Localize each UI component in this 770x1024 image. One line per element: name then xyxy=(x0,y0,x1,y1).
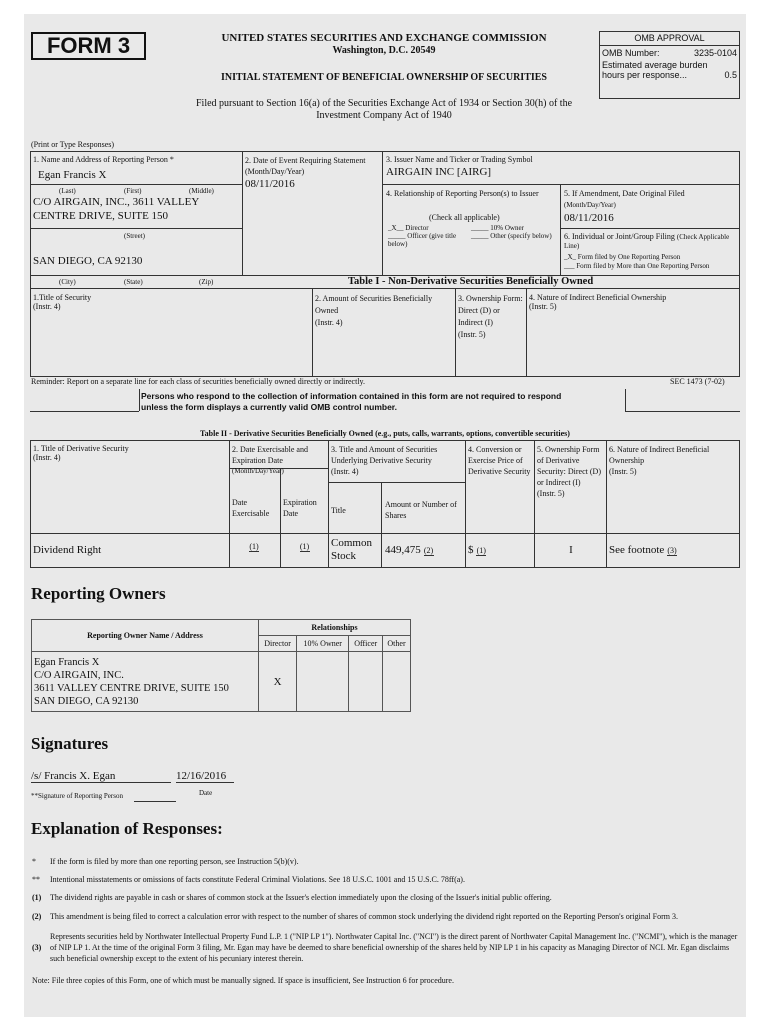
relationships-header: Relationships xyxy=(259,620,411,636)
signatures-heading: Signatures xyxy=(31,734,109,753)
t2-col3a-header: Title xyxy=(331,506,346,515)
zip-label: (Zip) xyxy=(199,278,214,286)
signer-name: /s/ Francis X. Egan xyxy=(31,770,171,783)
section4-label: 4. Relationship of Reporting Person(s) to Issuer xyxy=(386,189,539,198)
ten-pct-cell xyxy=(297,652,349,712)
event-date: 08/11/2016 xyxy=(245,178,295,190)
t2-col2-header: 2. Date Exercisable and Expiration Date (Month/Day/Year) xyxy=(232,445,308,475)
omb-number-label: OMB Number: xyxy=(602,48,660,58)
t2-col1-header: 1. Title of Derivative Security (Instr. 4) xyxy=(33,444,129,462)
address-line1: C/O AIRGAIN, INC., 3611 VALLEY xyxy=(33,196,200,208)
explanation-list xyxy=(32,857,742,985)
persons-notice-line2: unless the form displays a currently valid OMB control number. xyxy=(141,402,398,412)
sec-number: SEC 1473 (7-02) xyxy=(670,377,725,386)
t2-row-ownership: I xyxy=(569,544,573,556)
last-label: (Last) xyxy=(59,187,76,195)
t1-col1-header: 1.Title of Security (Instr. 4) xyxy=(33,293,92,311)
state-label: (State) xyxy=(124,278,143,286)
t2-row-nature: See footnote (3) xyxy=(609,544,677,556)
t2-col5-header: 5. Ownership Form of Derivative Security: Direct (D) or Indirect (I) (Instr. 5) xyxy=(537,445,601,498)
reminder-text: Reminder: Report on a separate line for each class of securities beneficially owned directly or indirectly. xyxy=(31,377,366,386)
section5-label: 5. If Amendment, Date Original Filed (Month/Day/Year) xyxy=(564,189,685,209)
other-header: Other xyxy=(383,636,411,652)
form-page xyxy=(24,14,746,1017)
ten-pct-header: 10% Owner xyxy=(297,636,349,652)
agency-title: UNITED STATES SECURITIES AND EXCHANGE COMMISSION xyxy=(221,32,547,44)
t1-col2-header: 2. Amount of Securities Beneficially Owned (Instr. 4) xyxy=(315,294,433,327)
t2-row-expiration: (1) xyxy=(299,542,310,551)
table1-title: Table I - Non-Derivative Securities Beneficially Owned xyxy=(348,276,594,287)
section2-label: 2. Date of Event Requiring Statement (Month/Day/Year) xyxy=(245,156,366,176)
list-item: (2) This amendment is being filed to correct a calculation error with respect to the number of shares of common stock underlying the dividend right reported on the Reporting Person's original Form 3. xyxy=(32,912,678,921)
t1-col3-header: 3. Ownership Form: Direct (D) or Indirect (I) (Instr. 5) xyxy=(458,294,523,339)
t2-col2a-header: Date Exercisable xyxy=(232,498,270,518)
filing-option-one: _X_ Form filed by One Reporting Person xyxy=(564,253,681,261)
t2-row-price: $ (1) xyxy=(468,544,486,556)
list-item: * If the form is filed by more than one reporting person, see Instruction 5(b)(v). xyxy=(32,857,299,866)
reporting-owners-heading: Reporting Owners xyxy=(31,584,166,603)
omb-title: OMB APPROVAL xyxy=(600,32,739,46)
t2-col2b-header: Expiration Date xyxy=(283,498,317,518)
section3-label: 3. Issuer Name and Ticker or Trading Symbol xyxy=(386,155,533,164)
date-label: Date xyxy=(199,789,213,797)
t2-row-amount: 449,475 (2) xyxy=(385,544,434,556)
form-title: INITIAL STATEMENT OF BENEFICIAL OWNERSHIP OF SECURITIES xyxy=(220,72,547,83)
issuer-name: AIRGAIN INC [AIRG] xyxy=(386,166,492,178)
middle-label: (Middle) xyxy=(189,187,214,195)
city-label: (City) xyxy=(59,278,76,286)
filed-pursuant-line2: Investment Company Act of 1940 xyxy=(316,110,452,121)
list-item: (3) Represents securities held by Northwater Intellectual Property Fund L.P. 1 ("NIP LP 1"). Northwater Capital Inc. ("NCI") is the direct parent of Northwater Capital Management Inc. ("NCMI"), which is the manager of NIP LP 1. At the time of the original Form 3 filing, Mr. Egan may have be deemed to share beneficial ownership of the shares held by NIP LP 1 in his capacity as Managing Director of NCI. Mr. Egan disclaims such beneficial ownership except to the extent of his pecuniary interest therein. xyxy=(32,932,738,963)
t2-col4-header: 4. Conversion or Exercise Price of Derivative Security xyxy=(468,445,531,476)
t2-row-date-exercisable: (1) xyxy=(249,542,259,551)
agency-location: Washington, D.C. 20549 xyxy=(332,45,436,56)
omb-number-value: 3235-0104 xyxy=(693,48,737,58)
city-line: SAN DIEGO, CA 92130 xyxy=(33,255,143,267)
reporting-owners-table xyxy=(31,619,411,712)
t2-col6-header: 6. Nature of Indirect Beneficial Ownership (Instr. 5) xyxy=(609,445,710,476)
table-row xyxy=(32,652,411,712)
check-all-label: (Check all applicable) xyxy=(429,213,500,222)
print-note: (Print or Type Responses) xyxy=(31,140,115,149)
t2-row-security-title: Common Stock xyxy=(331,537,372,562)
director-header: Director xyxy=(259,636,297,652)
t2-row-title: Dividend Right xyxy=(33,544,102,556)
ten-pct-check: _____ 10% Owner xyxy=(471,224,524,232)
reporting-person-name: Egan Francis X xyxy=(38,169,107,181)
explanation-heading: Explanation of Responses: xyxy=(31,819,223,838)
signature-label: **Signature of Reporting Person xyxy=(31,792,123,800)
first-label: (First) xyxy=(124,187,142,195)
filed-pursuant-line1: Filed pursuant to Section 16(a) of the Securities Exchange Act of 1934 or Section 30(h) of the xyxy=(195,98,573,109)
list-item: ** Intentional misstatements or omissions of facts constitute Federal Criminal Violations. See 18 U.S.C. 1001 and 15 U.S.C. 78ff(a). xyxy=(32,875,465,884)
officer-check: _____ Officer (give title below) xyxy=(388,232,457,248)
address-line2: CENTRE DRIVE, SUITE 150 xyxy=(33,210,169,222)
section1-label: 1. Name and Address of Reporting Person * xyxy=(33,155,174,164)
table2-title: Table II - Derivative Securities Beneficially Owned (e.g., puts, calls, warrants, options, convertible securities) xyxy=(200,429,570,438)
omb-hours-label: hours per response... xyxy=(602,70,688,80)
t1-col4-header: 4. Nature of Indirect Beneficial Ownership (Instr. 5) xyxy=(529,293,667,311)
omb-burden-label: Estimated average burden xyxy=(602,60,708,70)
amendment-date: 08/11/2016 xyxy=(564,212,614,224)
form-label: FORM 3 xyxy=(31,32,146,60)
section6-label: 6. Individual or Joint/Group Filing (Check Applicable Line) xyxy=(564,232,730,250)
street-label: (Street) xyxy=(124,232,145,240)
owner-name-header: Reporting Owner Name / Address xyxy=(32,620,259,652)
t2-col3-header: 3. Title and Amount of Securities Underlying Derivative Security (Instr. 4) xyxy=(331,445,438,476)
t2-col3b-header: Amount or Number of Shares xyxy=(385,500,457,520)
filing-note: Note: File three copies of this Form, one of which must be manually signed. If space is insufficient, See Instruction 6 for procedure. xyxy=(32,976,454,985)
persons-notice-line1: Persons who respond to the collection of information contained in this form are not required to respond xyxy=(141,391,562,401)
officer-header: Officer xyxy=(349,636,383,652)
director-check: _X__ Director xyxy=(388,224,429,232)
officer-cell xyxy=(349,652,383,712)
director-mark: X xyxy=(259,652,297,712)
signature-date: 12/16/2016 xyxy=(176,770,234,783)
other-check: _____ Other (specify below) xyxy=(471,232,552,240)
list-item: (1) The dividend rights are payable in cash or shares of common stock at the Issuer's election immediately upon the closing of the Issuer's initial public offering. xyxy=(32,893,552,902)
filing-option-group: ___ Form filed by More than One Reporting Person xyxy=(564,262,710,270)
omb-approval-box xyxy=(599,31,740,99)
owner-address-cell: Egan Francis X C/O AIRGAIN, INC. 3611 VALLEY CENTRE DRIVE, SUITE 150 SAN DIEGO, CA 92130 xyxy=(32,652,259,712)
omb-hours-value: 0.5 xyxy=(724,70,737,80)
other-cell xyxy=(383,652,411,712)
